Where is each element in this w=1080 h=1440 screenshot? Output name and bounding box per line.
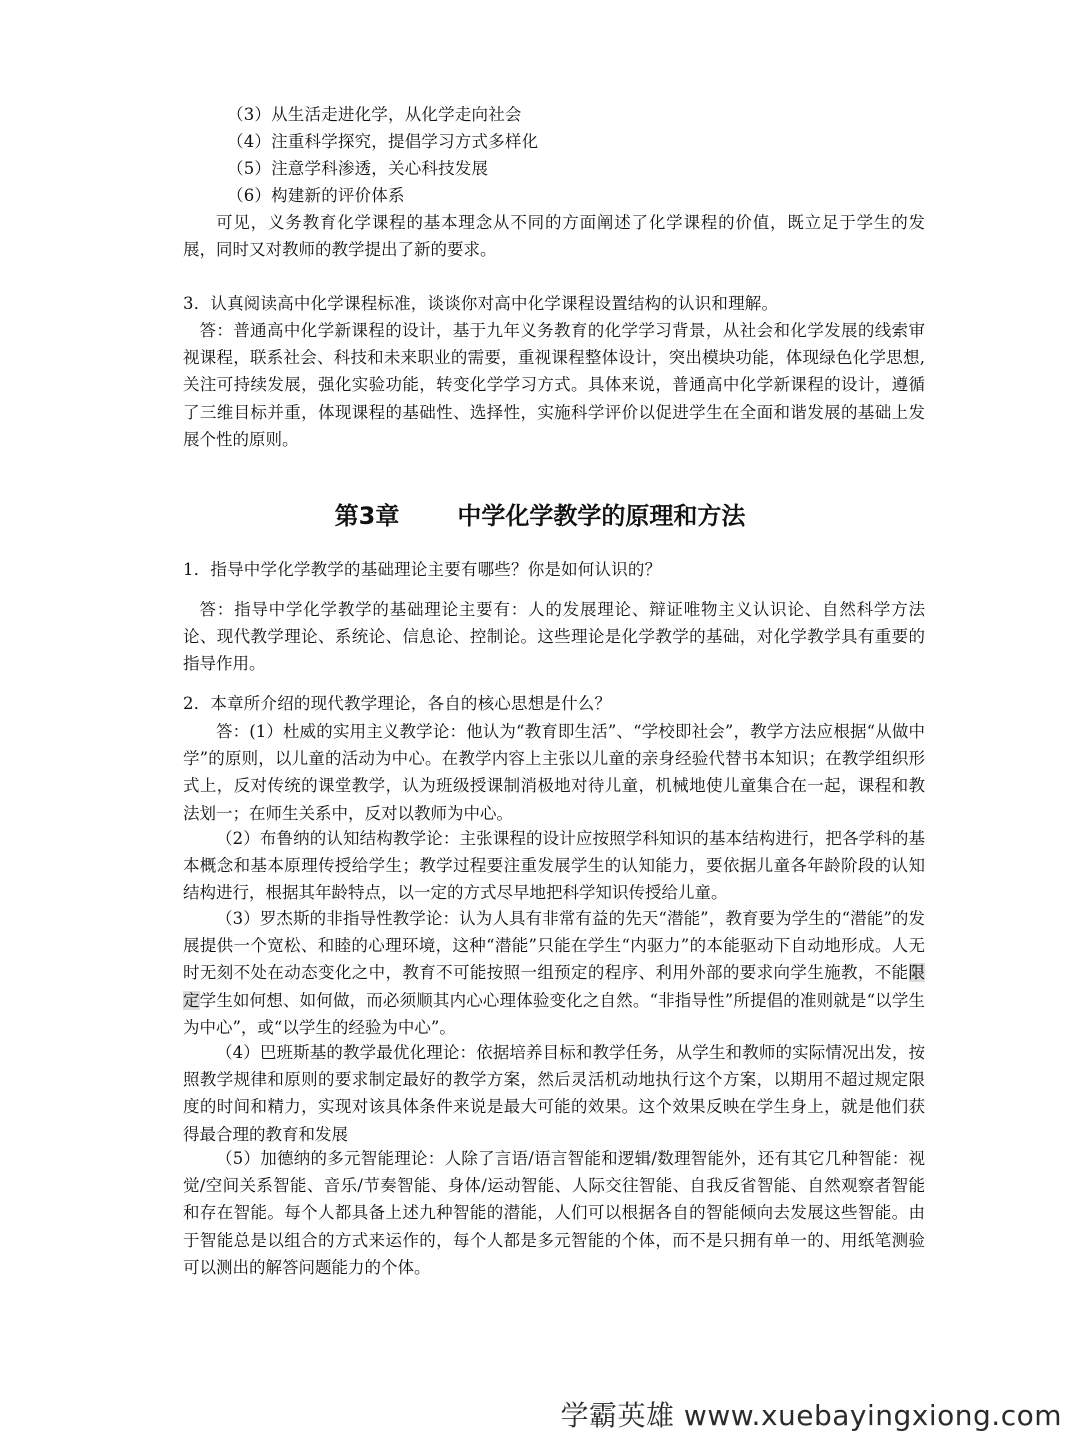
ch3-q2-answer-2: （2）布鲁纳的认知结构教学论：主张课程的设计应按照学科知识的基本结构进行，把各学科的基本概念和基本原理传授给学生；教学过程要注重发展学生的认知能力，要依据儿童各年龄阶段的认知结构进行，根据其年龄特点，以一定的方式尽早地把科学知识传授给儿童。 xyxy=(183,829,925,903)
chapter-name: 中学化学教学的原理和方法 xyxy=(457,502,746,530)
ch3-q2-answer-5: （5）加德纳的多元智能理论：人除了言语/语言智能和逻辑/数理智能外，还有其它几种智能：视觉/空间关系智能、音乐/节奏智能、身体/运动智能、人际交往智能、自我反省智能、自然观察者智能和存在智能。每个人都具备上述九种智能的潜能，人们可以根据各自的智能倾向去发展这些智能。由于智能总是以组合的方式来运作的，每个人都是多元智能的个体，而不是只拥有单一的、用纸笔测验可以测出的解答问题能力的个体。 xyxy=(183,1149,925,1277)
ch3-q2-answer-1: 答：(1）杜威的实用主义教学论：他认为“教育即生活”、“学校即社会”，教学方法应根据“从做中学”的原则，以儿童的活动为中心。在教学内容上主张以儿童的亲身经验代替书本知识；在教学组织形式上，反对传统的课堂教学，认为班级授课制消极地对待儿童，机械地使儿童集合在一起，课程和教法划一；在师生关系中，反对以教师为中心。 xyxy=(183,722,925,823)
ch3-q2-question: 2．本章所介绍的现代教学理论，各自的核心思想是什么？ xyxy=(183,694,612,713)
q3-question: 3．认真阅读高中化学课程标准，谈谈你对高中化学课程设置结构的认识和理解。 xyxy=(183,294,779,313)
answer-3-text-before: （3）罗杰斯的非指导性教学论：认为人具有非常有益的先天“潜能”，教育要为学生的“潜能”的发展提供一个宽松、和睦的心理环境，这种“潜能”只能在学生“内驱力”的本能驱动下自动地形成。人无时无刻不处在动态变化之中，教育不可能按照一组预定的程序、利用外部的要求向学生施教，不能 xyxy=(183,909,925,983)
answer-3-text-after: 学生如何想、如何做，而必须顺其内心心理体验变化之自然。“非指导性”所提倡的准则就是“以学生为中心”，或“以学生的经验为中心”。 xyxy=(183,990,926,1037)
ch3-q1-answer: 答：指导中学化学教学的基础理论主要有：人的发展理论、辩证唯物主义认识论、自然科学方法论、现代教学理论、系统论、信息论、控制论。这些理论是化学教学的基础，对化学教学具有重要的指导作用。 xyxy=(183,600,925,674)
highlighted-text: 限定 xyxy=(183,963,925,1010)
chapter-number: 第3章 xyxy=(334,502,400,530)
q3-answer: 答：普通高中化学新课程的设计，基于九年义务教育的化学学习背景，从社会和化学发展的线索审视课程，联系社会、科技和未来职业的需要，重视课程整体设计，突出模块功能，体现绿色化学思想,关注可持续发展，强化实验功能，转变化学学习方式。具体来说，普通高中化学新课程的设计，遵循了三维目标并重，体现课程的基础性、选择性，实施科学评价以促进学生在全面和谐发展的基础上发展个性的原则。 xyxy=(183,321,925,449)
list-item: （6）构建新的评价体系 xyxy=(227,186,405,205)
summary-paragraph: 可见，义务教育化学课程的基本理念从不同的方面阐述了化学课程的价值，既立足于学生的发展，同时又对教师的教学提出了新的要求。 xyxy=(183,213,925,260)
list-item: （4）注重科学探究，提倡学习方式多样化 xyxy=(227,132,539,151)
ch3-q1-question: 1．指导中学化学教学的基础理论主要有哪些？你是如何认识的？ xyxy=(183,560,662,579)
list-item: （3）从生活走进化学，从化学走向社会 xyxy=(227,105,522,124)
watermark: 学霸英雄 www.xuebayingxiong.com xyxy=(560,1399,1062,1432)
chapter-title xyxy=(0,498,1080,534)
ch3-q2-answer-3 xyxy=(183,905,925,1041)
list-item: （5）注意学科渗透，关心科技发展 xyxy=(227,159,489,178)
ch3-q2-answer-4: （4）巴班斯基的教学最优化理论：依据培养目标和教学任务，从学生和教师的实际情况出发，按照教学规律和原则的要求制定最好的教学方案，然后灵活机动地执行这个方案，以期用不超过规定限度的时间和精力，实现对该具体条件来说是最大可能的效果。这个效果反映在学生身上，就是他们获得最合理的教育和发展 xyxy=(183,1043,925,1144)
